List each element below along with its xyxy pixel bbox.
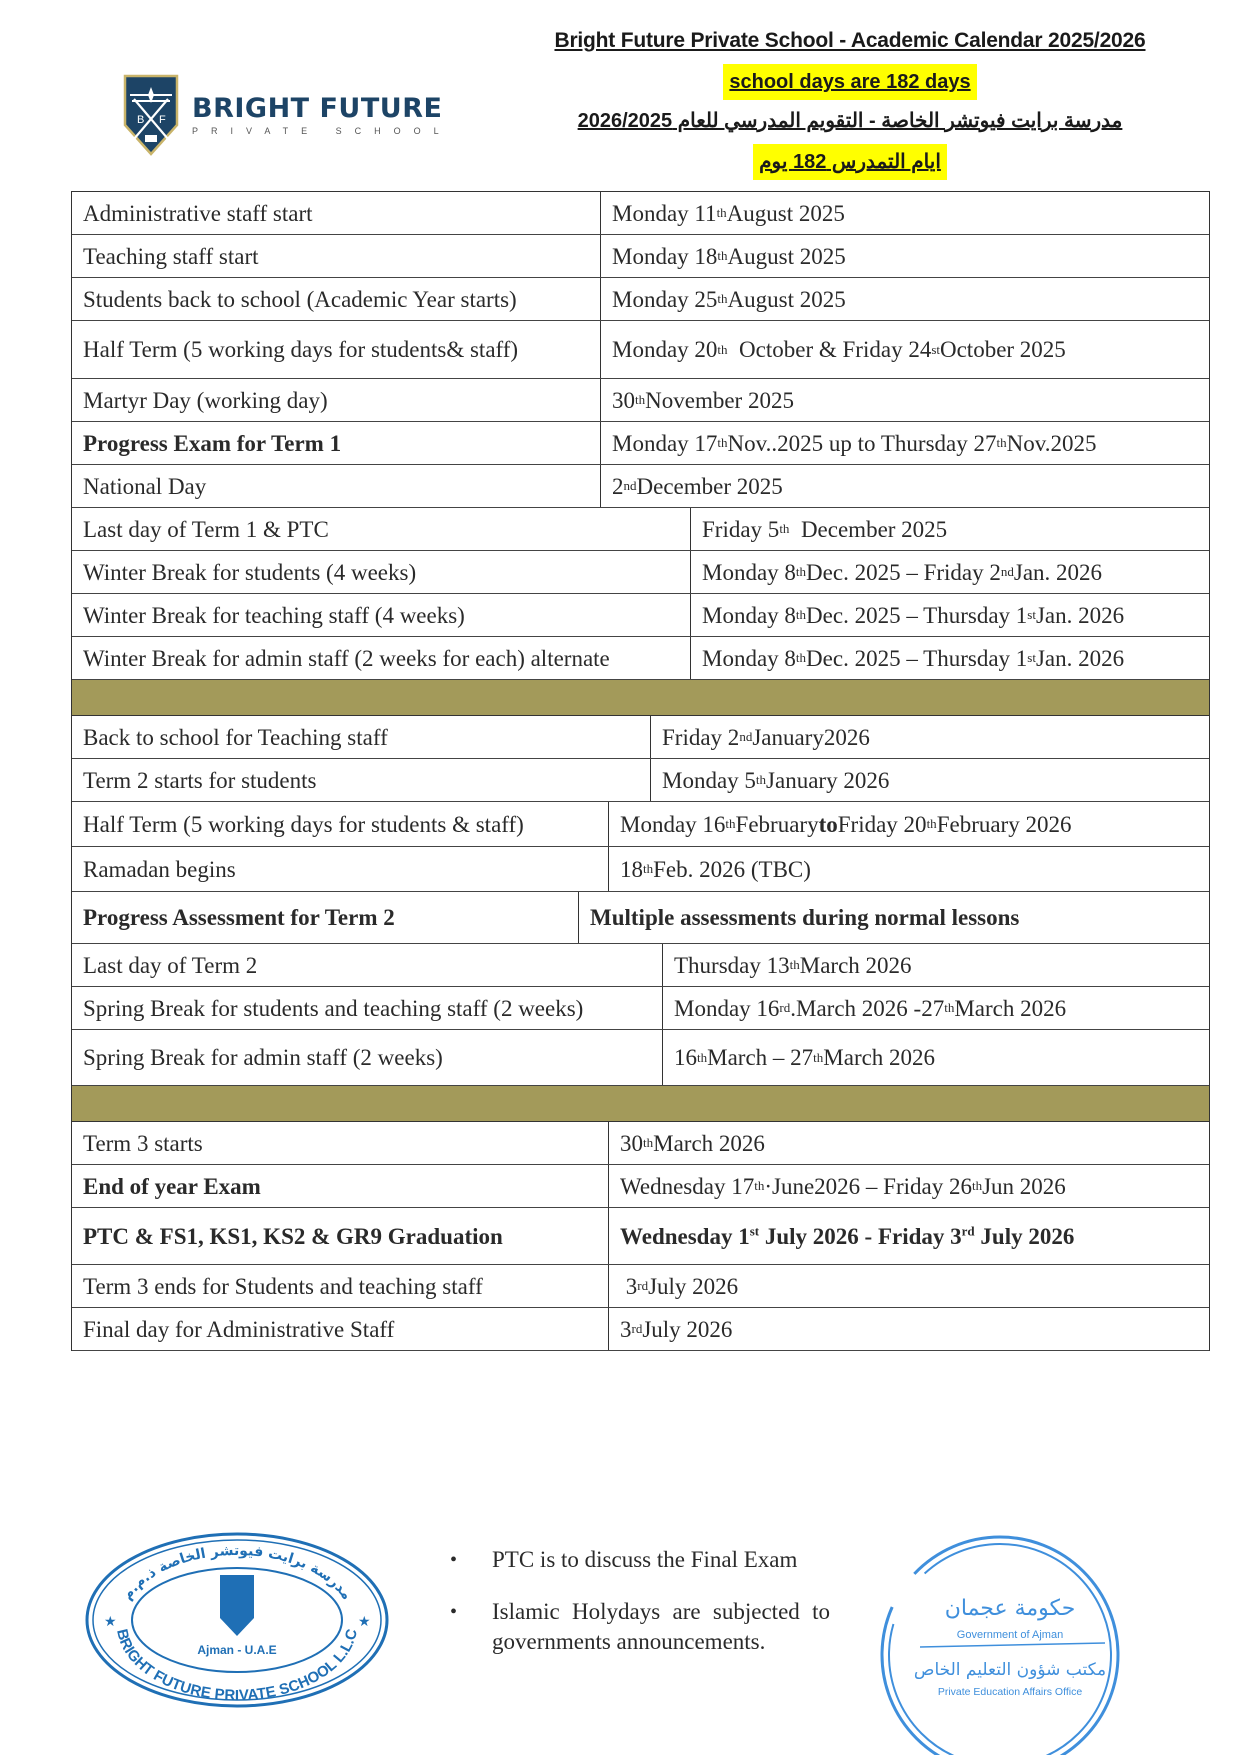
event-name: Progress Assessment for Term 2 xyxy=(72,892,579,943)
calendar-row xyxy=(72,1208,1209,1265)
document-header xyxy=(540,24,1160,180)
event-name: Half Term (5 working days for students& staff) xyxy=(72,321,601,378)
note-item xyxy=(450,1597,830,1657)
event-name: Term 2 starts for students xyxy=(72,759,651,801)
event-name: End of year Exam xyxy=(72,1165,609,1207)
event-date: Friday 5 th December 2025 xyxy=(702,516,948,542)
event-date: Monday 17 th Nov..2025 up to Thursday 27 th Nov.2025 xyxy=(612,430,1097,456)
event-name: Winter Break for admin staff (2 weeks for each) alternate xyxy=(72,637,691,679)
stamp-location: Ajman - U.A.E xyxy=(197,1643,277,1657)
event-name: Martyr Day (working day) xyxy=(72,379,601,421)
event-name: Progress Exam for Term 1 xyxy=(72,422,601,464)
calendar-row xyxy=(72,637,1209,680)
event-date: 30 th November 2025 xyxy=(612,387,794,413)
note-text: Islamic Holydays are subjected to governments announcements. xyxy=(492,1599,830,1654)
event-date: 18 th Feb. 2026 (TBC) xyxy=(620,856,811,882)
event-date: Monday 16 rd .March 2026 -27 th March 2026 xyxy=(674,995,1067,1021)
event-name: Term 3 ends for Students and teaching staff xyxy=(72,1265,609,1307)
event-date: Monday 25 th August 2025 xyxy=(612,286,846,312)
section-divider-band xyxy=(72,680,1209,716)
title-english: Bright Future Private School - Academic Calendar 2025/2026 xyxy=(554,29,1146,52)
event-name: Teaching staff start xyxy=(72,235,601,277)
gov-english-top: Government of Ajman xyxy=(956,1629,1064,1641)
school-stamp xyxy=(82,1530,392,1710)
event-date: Monday 8 th Dec. 2025 – Thursday 1 st Jan. 2026 xyxy=(702,602,1125,628)
event-name: Last day of Term 2 xyxy=(72,944,663,986)
event-name: PTC & FS1, KS1, KS2 & GR9 Graduation xyxy=(72,1208,609,1264)
event-date: Monday 8 th Dec. 2025 – Thursday 1 st Jan. 2026 xyxy=(702,645,1125,671)
bullet-icon: • xyxy=(450,1601,458,1623)
school-days-arabic: ايام التمدرس 182 يوم xyxy=(753,144,947,180)
logo-title: BRIGHT FUTURE xyxy=(192,93,443,124)
section-divider-band xyxy=(72,1086,1209,1122)
calendar-row xyxy=(72,944,1209,987)
calendar-row xyxy=(72,235,1209,278)
calendar-row xyxy=(72,1122,1209,1165)
event-date: Monday 18 th August 2025 xyxy=(612,243,846,269)
school-logo xyxy=(122,70,462,160)
calendar-row xyxy=(72,1308,1209,1351)
gov-arabic-top: حكومة عجمان xyxy=(944,1596,1076,1621)
event-name: Administrative staff start xyxy=(72,192,601,234)
notes-list xyxy=(450,1545,830,1679)
calendar-row xyxy=(72,278,1209,321)
note-text: PTC is to discuss the Final Exam xyxy=(492,1547,798,1572)
event-name: Spring Break for students and teaching staff (2 weeks) xyxy=(72,987,663,1029)
event-date: Monday 8 th Dec. 2025 – Friday 2 nd Jan. 2026 xyxy=(702,559,1103,585)
calendar-row xyxy=(72,508,1209,551)
calendar-row xyxy=(72,1165,1209,1208)
academic-calendar-table xyxy=(71,191,1210,1351)
calendar-row xyxy=(72,716,1209,759)
event-date: 3 rd July 2026 xyxy=(620,1273,739,1299)
calendar-row xyxy=(72,1265,1209,1308)
calendar-row xyxy=(72,594,1209,637)
event-name: Students back to school (Academic Year starts) xyxy=(72,278,601,320)
calendar-row xyxy=(72,802,1209,847)
logo-subtitle: PRIVATE SCHOOL xyxy=(192,126,452,136)
event-name: Winter Break for teaching staff (4 weeks) xyxy=(72,594,691,636)
bullet-icon: • xyxy=(450,1549,458,1571)
event-date: 3 rd July 2026 xyxy=(620,1316,733,1342)
event-date: Friday 2 nd January2026 xyxy=(662,724,870,750)
title-arabic: مدرسة برايت فيوتشر الخاصة - التقويم المدرسي للعام 2026/2025 xyxy=(577,110,1123,132)
event-name: Back to school for Teaching staff xyxy=(72,716,651,758)
calendar-row xyxy=(72,321,1209,379)
event-date: Monday 5 th January 2026 xyxy=(662,767,890,793)
shield-icon xyxy=(122,73,180,157)
event-name: Winter Break for students (4 weeks) xyxy=(72,551,691,593)
event-name: Term 3 starts xyxy=(72,1122,609,1164)
event-name: Last day of Term 1 & PTC xyxy=(72,508,691,550)
gov-english-bottom: Private Education Affairs Office xyxy=(937,1686,1083,1698)
calendar-row xyxy=(72,987,1209,1030)
calendar-row xyxy=(72,1030,1209,1086)
event-name: Spring Break for admin staff (2 weeks) xyxy=(72,1030,663,1085)
event-name: Final day for Administrative Staff xyxy=(72,1308,609,1350)
stamp-english-text: BRIGHT FUTURE PRIVATE SCHOOL L.L.C xyxy=(113,1627,361,1705)
calendar-row xyxy=(72,465,1209,508)
calendar-row xyxy=(72,379,1209,422)
event-date: Multiple assessments during normal lessons xyxy=(590,905,1020,930)
note-item xyxy=(450,1545,830,1575)
event-name: Half Term (5 working days for students & staff) xyxy=(72,802,609,846)
event-date: Wednesday 1st July 2026 - Friday 3rd July 2026 xyxy=(620,1222,1075,1249)
calendar-row xyxy=(72,422,1209,465)
government-stamp xyxy=(870,1525,1120,1755)
calendar-row xyxy=(72,759,1209,802)
calendar-row xyxy=(72,192,1209,235)
school-days-english: school days are 182 days xyxy=(723,64,976,100)
calendar-row xyxy=(72,551,1209,594)
event-date: Monday 11 th August 2025 xyxy=(612,200,845,226)
event-date: 16 th March – 27 th March 2026 xyxy=(674,1045,936,1070)
stamp-arabic-text: مدرسة برايت فيوتشر الخاصة ذ.م.م xyxy=(119,1542,355,1603)
star-icon: ★ xyxy=(104,1615,117,1630)
shield-letter-f: F xyxy=(159,114,166,126)
calendar-row xyxy=(72,892,1209,944)
event-name: Ramadan begins xyxy=(72,847,609,891)
event-date: Thursday 13 th March 2026 xyxy=(674,952,912,978)
event-name: National Day xyxy=(72,465,601,507)
event-date: Monday 20 th October & Friday 24 st October 2025 xyxy=(612,337,1066,362)
event-date: 30 th March 2026 xyxy=(620,1130,765,1156)
event-date: Wednesday 17 th ·June2026 – Friday 26 th Jun 2026 xyxy=(620,1173,1066,1199)
calendar-row xyxy=(72,847,1209,892)
star-icon: ★ xyxy=(358,1615,371,1630)
gov-arabic-bottom: مكتب شؤون التعليم الخاص xyxy=(913,1660,1107,1680)
event-date: Monday 16 th February to Friday 20 th February 2026 xyxy=(620,811,1072,837)
stamp-shield-icon xyxy=(220,1575,254,1636)
event-date: 2 nd December 2025 xyxy=(612,473,783,499)
shield-letter-b: B xyxy=(137,114,145,126)
